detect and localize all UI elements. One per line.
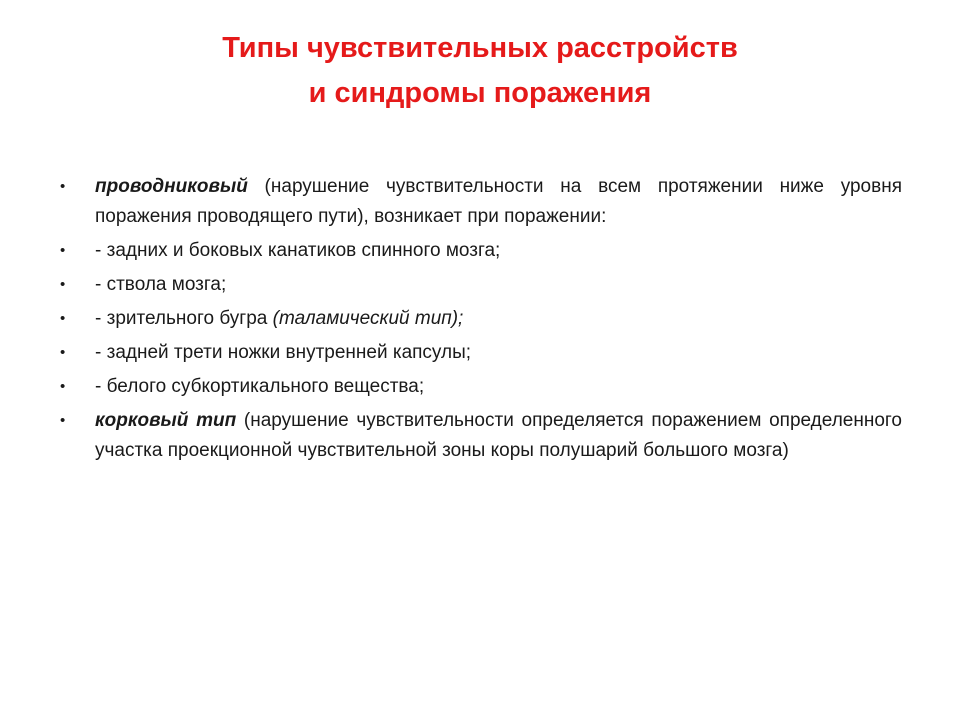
bullet-icon: • [60, 412, 66, 429]
term-conductive: проводниковый [95, 176, 248, 197]
list-item-brainstem [60, 270, 902, 300]
slide-title-line-1: Типы чувствительных расстройств [222, 32, 738, 64]
item-text: - ствола мозга; [95, 274, 227, 295]
list-item-spinal-cord [60, 236, 902, 266]
bullet-icon: • [60, 344, 66, 361]
bullet-icon: • [60, 276, 66, 293]
bullet-icon: • [60, 178, 66, 195]
bullet-icon: • [60, 242, 66, 259]
item-text: (нарушение чувствительности определяется поражением определенного участка проекционной чувствительной зоны коры полушарий большого мозга) [95, 410, 902, 461]
bullet-list [60, 172, 902, 470]
slide-title [60, 26, 900, 116]
item-text: - задних и боковых канатиков спинного мозга; [95, 240, 501, 261]
term-cortical: корковый тип [95, 410, 237, 431]
list-item-thalamus [60, 304, 902, 334]
bullet-icon: • [60, 378, 66, 395]
item-text: - зрительного бугра [95, 308, 273, 329]
list-item-conductive-type [60, 172, 902, 232]
item-text: (нарушение чувствительности на всем протяжении ниже уровня поражения проводящего пути), возникает при поражении: [95, 176, 902, 227]
bullet-icon: • [60, 310, 66, 327]
list-item-white-matter [60, 372, 902, 402]
thalamic-type-note: (таламический тип); [272, 308, 464, 329]
list-item-cortical-type [60, 406, 902, 466]
list-item-internal-capsule [60, 338, 902, 368]
slide-title-line-2: и синдромы поражения [308, 77, 652, 109]
item-text: - белого субкортикального вещества; [95, 376, 425, 397]
item-text: - задней трети ножки внутренней капсулы; [95, 342, 472, 363]
